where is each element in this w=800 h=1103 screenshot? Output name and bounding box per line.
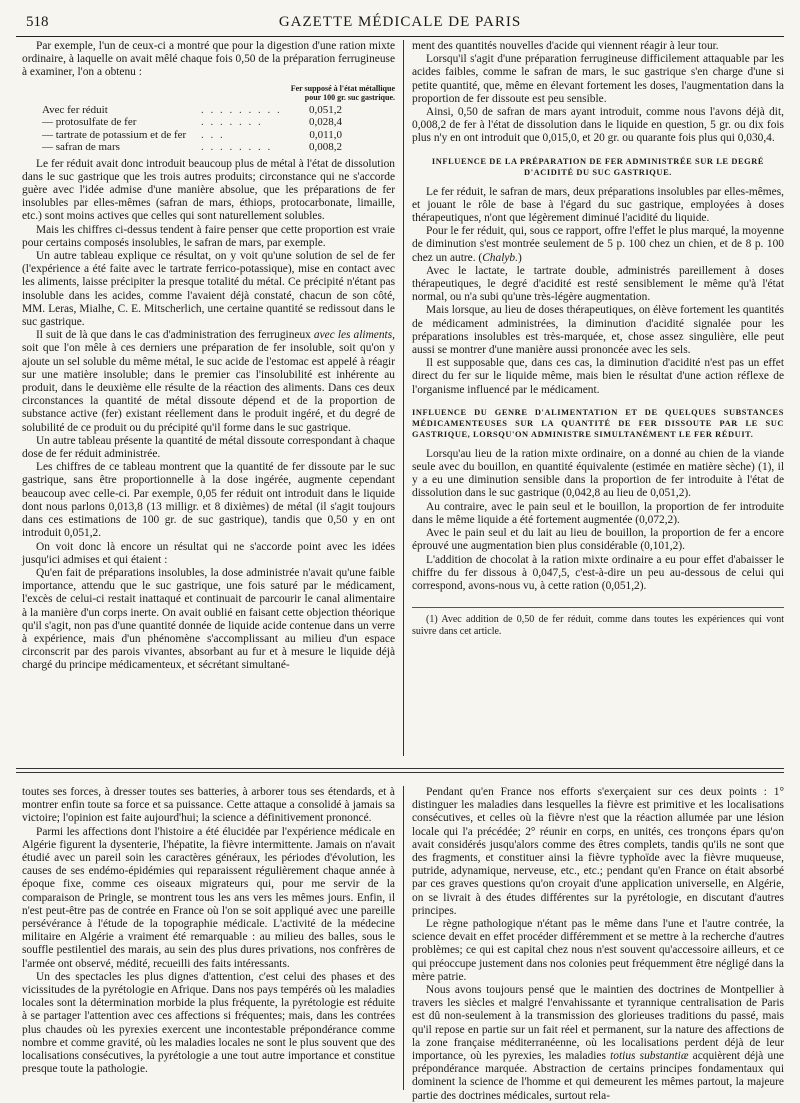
paragraph: L'addition de chocolat à la ration mixte ordinaire a eu pour effet d'abaisser le chiffre du fer dissous à 0,047,5, c'est-à-dire un peu au-dessous de celui qui correspond, avons-nous vu, à cette ration (0,051,2).	[412, 553, 784, 592]
paragraph: Pendant qu'en France nos efforts s'exerçaient sur ces deux points : 1° distinguer les maladies dans lesquelles la fièvre est primitive et les localisations consécutives, et celles où la fièvre n'est que la réaction allumée par une lésion locale qui l'a précédée; 2° réunir en corps, en unités, ces tronçons épars qu'on avait considérés jusqu'alors comme des êtres complets, tandis qu'ils ne sont que des fragments, et constituer ainsi la fièvre typhoïde avec la fièvre muqueuse, putride, adynamique, nerveuse, etc., etc.; pendant qu'en France on était absorbé par ces graves questions qu'on croyait d'une application universelle, en Algérie, on se livrait à des études différentes sur la pyrétologie, en discutant d'autres principes.	[412, 786, 784, 917]
paragraph: Mais les chiffres ci-dessus tendent à faire penser que cette proportion est vraie pour certains composés insolubles, le safran de mars, par exemple.	[22, 223, 395, 249]
paragraph	[412, 225, 784, 265]
paragraph: Un autre tableau présente la quantité de métal dissoute correspondant à chaque dose de fer réduit administrée.	[22, 434, 395, 461]
table-cell-value: 0,051,2	[309, 103, 342, 116]
table-cell-value: 0,028,4	[309, 116, 342, 129]
paragraph: Qu'en fait de préparations insolubles, la dose administrée n'avait qu'une faible importance, attendu que le suc gastrique, une fois saturé par le médicament, l'excès de celui-ci restait inattaqué et continuait de parcourir le canal alimentaire à la manière d'un corps inerte. On avait oublié en faisant cette objection théorique qu'il s'agit, non pas d'une quantité donnée de liquide acide contenue dans un verre à expérience, mais d'un phénomène s'accomplissant au milieu d'un espace circonscrit par des parois vivantes, absorbant au fur et à mesure le liquide déjà chargé du principe médicamenteux, et sécrétant simultané-	[22, 566, 395, 672]
leader-dots: . . . . . . . .	[200, 141, 273, 154]
table-row	[42, 104, 342, 117]
column-bottom-left	[22, 786, 395, 1092]
table-row	[42, 141, 342, 154]
table-cell-label: Avec fer réduit	[42, 103, 108, 116]
page-header	[16, 6, 784, 37]
paragraph	[22, 329, 395, 435]
table-row	[42, 116, 342, 129]
text-run: Pour le fer réduit, qui, sous ce rapport, offre l'effet le plus marqué, la moyenne de diminution s'est montrée seulement de 5 p. 100 chez un chien, et de 8 p. 100 chez un autre. (	[412, 225, 784, 264]
paragraph: Les chiffres de ce tableau montrent que la quantité de fer dissoute par le suc gastrique, sans être proportionnelle à la dose ingérée, augmente cependant beaucoup avec celle-ci. Par exemple, 0,05 fer réduit ont introduit dans le liquide dont nous parlons 0,013,8 (13 milligr. et 8 dixièmes) de métal (il s'agit toujours dans ces estimations de 100 gr. de suc gastrique), tandis que 0,50 y en ont introduit 0,051,2.	[22, 461, 395, 540]
text-run: acquièrent déjà une prépondérance marquée. Abstraction de certains principes fondamentaux qui dominent la science de l'homme et qui demeurent les mêmes partout, la majeure partie des doctrines médicales, surtout rela-	[412, 1050, 784, 1102]
column-bottom-right	[412, 786, 784, 1102]
paragraph: Un des spectacles les plus dignes d'attention, c'est celui des phases et des vicissitudes de la pyrétologie en Afrique. Dans nos pays tempérés où les maladies locales sont la détermination morbide la plus fréquente, la pyrétologie est réduite à se partager l'attention avec ces affections si fréquentes; mais, dans les contrées plus chaudes où les pyrexies exercent une incontestable prépondérance comme nombre et comme gravité, où les maladies locales ne sont le plus souvent que des localisations consécutives, la pyrétologie a une tout autre importance et constitue presque toute la pathologie.	[22, 970, 395, 1076]
italic-text: totius substantiæ	[610, 1050, 689, 1063]
paragraph: Il est supposable que, dans ces cas, la diminution d'acidité n'est pas un effet direct du fer sur le liquide même, mais bien le résultat d'une action réflexe de l'organisme influencé par le médicament.	[412, 357, 784, 396]
paragraph: Ainsi, 0,50 de safran de mars ayant introduit, comme nous l'avons déjà dit, 0,008,2 de fer à l'état de dissolution dans le liquide en question, 5 gr. ou dix fois plus n'y en ont introduit que 0,015,0, et 20 gr. ou quarante fois plus qui 0,030,4.	[412, 106, 784, 145]
column-divider-top	[403, 40, 404, 756]
paragraph: Mais lorsque, au lieu de doses thérapeutiques, on élève fortement les quantités de médicament administrées, la diminution d'acidité signalée pour les préparations insolubles est très-marquée, et, chose assez singulière, elle peut aussi se montrer d'une manière aussi prononcée avec les sels.	[412, 304, 784, 357]
paragraph: ment des quantités nouvelles d'acide qui viennent réagir à leur tour.	[412, 40, 719, 52]
page-number: 518	[26, 14, 49, 30]
leader-dots: . . . . . . .	[200, 116, 263, 129]
table-cell-label: — protosulfate de fer	[42, 116, 137, 129]
footnote-text: (1) Avec addition de 0,50 de fer réduit, comme dans toutes les expériences qui vont suivre dans cet article.	[412, 614, 784, 638]
table-caption	[22, 84, 395, 102]
table-row	[42, 129, 342, 142]
section-rule	[16, 768, 784, 769]
leader-dots: . . .	[200, 128, 225, 141]
paragraph: Avec le pain seul et du lait au lieu de bouillon, la proportion de fer a encore éprouvé une augmentation bien plus considérable (0,101,2).	[412, 527, 784, 553]
paragraph: Parmi les affections dont l'histoire a été élucidée par l'expérience médicale en Algérie figurent la dysenterie, l'hépatite, la fièvre intermittente. Jamais on n'avait étudié avec un pareil soin les caractères généraux, les périodes d'évolution, les causes de ses endémo-épidémies qui reparaissent régulièrement chaque année à époque fixe, comme ces oiseaux migrateurs qui, pour me servir de la comparaison de Pringle, se montrent tous les ans vers les mêmes jours. Enfin, il n'est peut-être pas de contrée en France où l'on se soit appliqué avec une pareille persévérance à l'étude de la topographie médicale. L'activité de la médecine militaire en Algérie a vraiment été remarquable : au milieu des balles, sous le souffle pestilentiel des marais, au sein des plus dures privations, nos confrères de l'armée ont observé, médité, recueilli des faits intéressants.	[22, 825, 395, 970]
paragraph: Le fer réduit, le safran de mars, deux préparations insolubles par elles-mêmes, et jouant le rôle de base à l'égard du suc gastrique, employées à doses thérapeutiques, n'ont que légèrement diminué l'acidité du liquide.	[412, 185, 784, 225]
paragraph: Le règne pathologique n'étant pas le même dans l'une et l'autre contrée, la science devait en effet procéder différemment et se mettre à la recherche d'autres problèmes; ce qui est capital chez nous n'est souvent qu'accessoire ailleurs, et ce qui préoccupe justement dans nos colonies peut fréquemment être négligé dans la mère patrie.	[412, 918, 784, 983]
italic-text: Chalyb.	[482, 251, 518, 264]
paragraph: Lorsqu'au lieu de la ration mixte ordinaire, on a donné au chien de la viande seule avec du bouillon, en quantité équivalente (estimée en matière sèche) (1), il y a eu une diminution sensible dans la proportion de fer introduite à l'état de dissolution dans le suc gastrique (0,042,8 au lieu de 0,051,2).	[412, 447, 784, 500]
table-cell-label: — safran de mars	[42, 141, 120, 154]
text-run: Nous avons toujours pensé que le maintien des doctrines de Montpellier à travers les siècles et malgré l'envahissante et tyrannique centralisation de Paris est dû non-seulement à la transmission des glorieuses traditions du passé, mais qu'il repose en partie sur un fait réel et permanent, sur la nature des affections de la zone française méditerranéenne, où les localisations perdent déjà de leur importance, où les pyrexies, les maladies	[412, 984, 784, 1063]
column-divider-bottom	[403, 786, 404, 1090]
section-rule-double	[16, 772, 784, 773]
column-top-right	[412, 40, 784, 758]
journal-title: GAZETTE MÉDICALE DE PARIS	[278, 14, 522, 30]
text-run: )	[517, 251, 522, 264]
text-run: , soit que l'on mêle à ces derniers une préparation de fer insoluble, soit qu'on y ajoute un sel soluble du même métal, le suc acide de l'estomac est appelé à réagir sur une matière insoluble; dans le premier cas l'insolubilité est inhérente au produit, dans le deuxième elle résulte de la réaction des aliments. Dans ces deux circonstances la quantité de métal dissoute dépend et de la proportion de substance active (fer) existant réellement dans le produit ingéré, et du degré de solubilité de ce produit ou du précipité qu'il forme dans le suc gastrique.	[22, 329, 396, 434]
iron-dissolution-table	[42, 104, 342, 154]
paragraph: Le fer réduit avait donc introduit beaucoup plus de métal à l'état de dissolution dans le suc gastrique que les trois autres produits; circonstance qui ne s'accorde guère avec l'idée admise d'une manière absolue, que les préparations de fer insolubles par elles-mêmes (safran de mars, éthiops, protocarbonate, limaille, etc.) sont moins actives que celles qui sont naturellement solubles.	[22, 157, 395, 223]
paragraph: On voit donc là encore un résultat qui ne s'accorde point avec les idées jusqu'ici admises et qui étaient :	[22, 540, 395, 566]
paragraph: toutes ses forces, à dresser toutes ses batteries, à arborer tous ses étendards, et à montrer enfin toute sa force et sa puissance. Cette attaque a consolidé à jamais sa victoire; l'opinion est faite aujourd'hui; la science a définitivement prononcé.	[22, 786, 395, 825]
section-heading: INFLUENCE DE LA PRÉPARATION DE FER ADMINISTRÉE SUR LE DEGRÉ D'ACIDITÉ DU SUC GASTRIQUE.	[431, 156, 765, 177]
paragraph: Avec le lactate, le tartrate double, administrés pareillement à doses thérapeutiques, le degré d'acidité est resté sensiblement le même qu'à l'état normal, ou n'a subi qu'une très-légère augmentation.	[412, 264, 784, 304]
table-cell-value: 0,008,2	[309, 141, 342, 154]
footnote	[412, 607, 784, 638]
paragraph: Lorsqu'il s'agit d'une préparation ferrugineuse difficilement attaquable par les acides faibles, comme le safran de mars, le suc gastrique s'en charge d'une si petite quantité, que, même en élevant fortement les doses, l'augmentation dans la proportion de fer dissoute est peu sensible.	[412, 53, 784, 105]
table-caption-line: pour 100 gr. suc gastrique.	[304, 92, 395, 102]
text-run: Il suit de là que dans le cas d'administration des ferrugineux	[36, 329, 314, 342]
paragraph	[412, 984, 784, 1103]
paragraph: Au contraire, avec le pain seul et le bouillon, la proportion de fer introduite dans le même liquide a été fortement augmentée (0,072,2).	[412, 500, 784, 526]
paragraph: Un autre tableau explique ce résultat, on y voit qu'une solution de sel de fer (l'expérience a été faite avec le tartrate ferrico-potassique), mise en contact avec les aliments, laisse précipiter la presque totalité du métal. Ce précipité n'étant pas insoluble dans les acides, comme l'avaient déjà constaté, chacun de son côté, MM. Leras, Mialhe, C. E. Mitscherlich, une certaine quantité se redissout dans le suc gastrique.	[22, 250, 395, 329]
table-cell-label: — tartrate de potassium et de fer	[42, 128, 187, 141]
paragraph: Par exemple, l'un de ceux-ci a montré que pour la digestion d'une ration mixte ordinaire, à laquelle on avait mêlé chaque fois 0,50 de la préparation ferrugineuse à examiner, l'on a obtenu :	[22, 40, 395, 79]
section-heading: INFLUENCE DU GENRE D'ALIMENTATION ET DE QUELQUES SUBSTANCES MÉDICAMENTEUSES SUR LA QUANTITÉ DE FER DISSOUTE PAR LE SUC GASTRIQUE, LORSQU'ON ADMINISTRE SIMULTANÉMENT LE FER RÉDUIT.	[412, 407, 784, 439]
column-top-left	[22, 40, 395, 758]
table-cell-value: 0,011,0	[309, 128, 342, 141]
leader-dots: . . . . . . . . .	[200, 103, 282, 116]
table-caption-line: Fer supposé à l'état métallique	[290, 83, 395, 93]
italic-text: avec les aliments	[313, 329, 393, 342]
